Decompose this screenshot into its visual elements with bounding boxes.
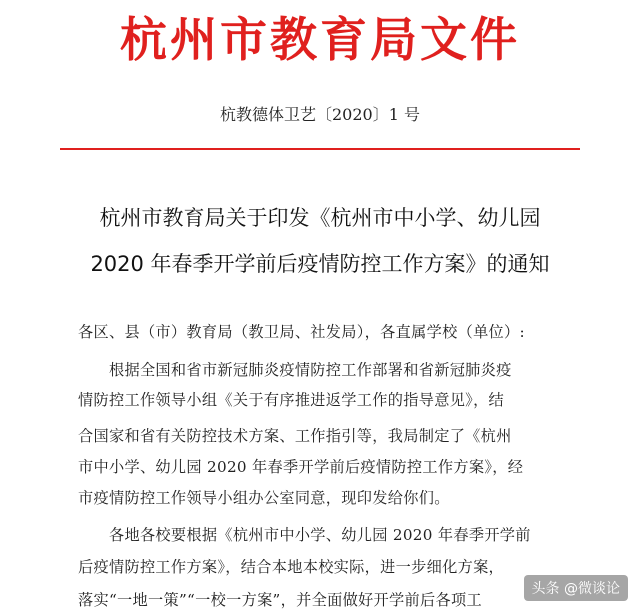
paragraph-1-line-1: 根据全国和省市新冠肺炎疫情防控工作部署和省新冠肺炎疫 [78, 361, 512, 379]
document-title-line-2: 2020 年春季开学前后疫情防控工作方案》的通知 [90, 252, 550, 276]
document-title-line-1: 杭州市教育局关于印发《杭州市中小学、幼儿园 [99, 206, 541, 230]
paragraph-2-line-2: 后疫情防控工作方案》，结合本地本校实际，进一步细化方案， [78, 558, 505, 576]
paragraph-2-line-3: 落实“一地一策”“一校一方案”，并全面做好开学前后各项工 [78, 591, 482, 609]
paragraph-1-line-5: 市疫情防控工作领导小组办公室同意，现印发给你们。 [78, 489, 450, 507]
document-masthead: 杭州市教育局文件 [120, 13, 520, 68]
paragraph-1-line-4: 市中小学、幼儿园 2020 年春季开学前后疫情防控工作方案》，经 [78, 458, 524, 476]
paragraph-2-line-1: 各地各校要根据《杭州市中小学、幼儿园 2020 年春季开学前 [78, 526, 531, 544]
document-number: 杭教德体卫艺〔2020〕1 号 [220, 105, 420, 124]
red-divider [60, 148, 580, 150]
paragraph-1-line-2: 情防控工作领导小组《关于有序推进返学工作的指导意见》，结 [78, 391, 505, 409]
source-watermark: 头条 @微谈论 [524, 575, 628, 601]
paragraph-1-line-3: 合国家和省有关防控技术方案、工作指引等，我局制定了《杭州 [78, 427, 512, 445]
salutation: 各区、县（市）教育局（教卫局、社发局），各直属学校（单位）: [78, 323, 525, 341]
